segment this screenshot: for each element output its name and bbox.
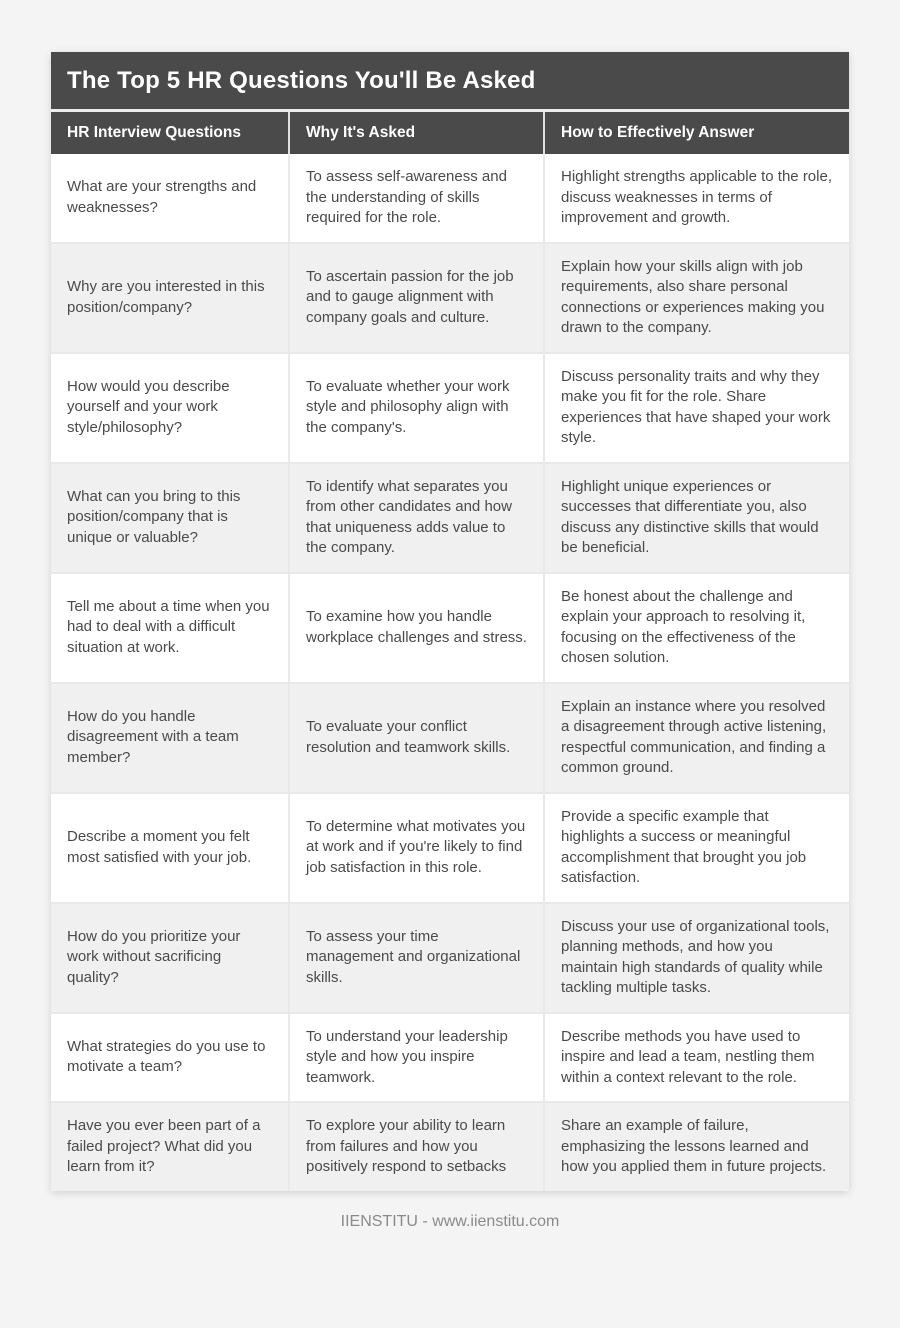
question-cell: What are your strengths and weaknesses? [51, 154, 289, 243]
how-cell: Be honest about the challenge and explain your approach to resolving it, focusing on the effectiveness of the chosen solution. [544, 573, 849, 683]
why-cell: To explore your ability to learn from failures and how you positively respond to setbacks [289, 1102, 544, 1191]
question-cell: How would you describe yourself and your work style/philosophy? [51, 353, 289, 463]
table-row [51, 1102, 849, 1191]
why-cell: To evaluate whether your work style and philosophy align with the company's. [289, 353, 544, 463]
why-cell: To assess self-awareness and the understanding of skills required for the role. [289, 154, 544, 243]
question-cell: Why are you interested in this position/company? [51, 243, 289, 353]
table-row [51, 154, 849, 243]
question-cell: How do you handle disagreement with a team member? [51, 683, 289, 793]
column-header-why: Why It's Asked [289, 112, 544, 154]
footer-credit: IIENSTITU - www.iienstitu.com [340, 1212, 560, 1230]
why-cell: To identify what separates you from other candidates and how that uniqueness adds value to the company. [289, 463, 544, 573]
page-title: The Top 5 HR Questions You'll Be Asked [51, 52, 849, 112]
how-cell: Discuss personality traits and why they make you fit for the role. Share experiences that have shaped your work style. [544, 353, 849, 463]
table-row [51, 1013, 849, 1103]
how-cell: Provide a specific example that highlights a success or meaningful accomplishment that brought you job satisfaction. [544, 793, 849, 903]
why-cell: To evaluate your conflict resolution and teamwork skills. [289, 683, 544, 793]
how-cell: Highlight unique experiences or successes that differentiate you, also discuss any distinctive skills that would be beneficial. [544, 463, 849, 573]
table-row [51, 683, 849, 793]
table-row [51, 793, 849, 903]
table-header [51, 112, 849, 154]
question-cell: Describe a moment you felt most satisfied with your job. [51, 793, 289, 903]
table-row [51, 573, 849, 683]
question-cell: Tell me about a time when you had to deal with a difficult situation at work. [51, 573, 289, 683]
how-cell: Highlight strengths applicable to the role, discuss weaknesses in terms of improvement and growth. [544, 154, 849, 243]
table-row [51, 353, 849, 463]
how-cell: Explain an instance where you resolved a disagreement through active listening, respectful communication, and finding a common ground. [544, 683, 849, 793]
question-cell: What can you bring to this position/company that is unique or valuable? [51, 463, 289, 573]
why-cell: To assess your time management and organizational skills. [289, 903, 544, 1013]
hr-questions-table-card [51, 52, 849, 1191]
hr-questions-table [51, 112, 849, 1191]
how-cell: Discuss your use of organizational tools, planning methods, and how you maintain high standards of quality while tackling multiple tasks. [544, 903, 849, 1013]
table-body [51, 154, 849, 1191]
table-row [51, 463, 849, 573]
question-cell: How do you prioritize your work without sacrificing quality? [51, 903, 289, 1013]
column-header-questions: HR Interview Questions [51, 112, 289, 154]
column-header-how: How to Effectively Answer [544, 112, 849, 154]
how-cell: Explain how your skills align with job requirements, also share personal connections or experiences making you drawn to the company. [544, 243, 849, 353]
why-cell: To ascertain passion for the job and to gauge alignment with company goals and culture. [289, 243, 544, 353]
question-cell: What strategies do you use to motivate a team? [51, 1013, 289, 1103]
why-cell: To examine how you handle workplace challenges and stress. [289, 573, 544, 683]
how-cell: Share an example of failure, emphasizing the lessons learned and how you applied them in future projects. [544, 1102, 849, 1191]
why-cell: To determine what motivates you at work and if you're likely to find job satisfaction in this role. [289, 793, 544, 903]
table-row [51, 243, 849, 353]
table-row [51, 903, 849, 1013]
why-cell: To understand your leadership style and how you inspire teamwork. [289, 1013, 544, 1103]
header-row [51, 112, 849, 154]
question-cell: Have you ever been part of a failed project? What did you learn from it? [51, 1102, 289, 1191]
how-cell: Describe methods you have used to inspire and lead a team, nestling them within a context relevant to the role. [544, 1013, 849, 1103]
